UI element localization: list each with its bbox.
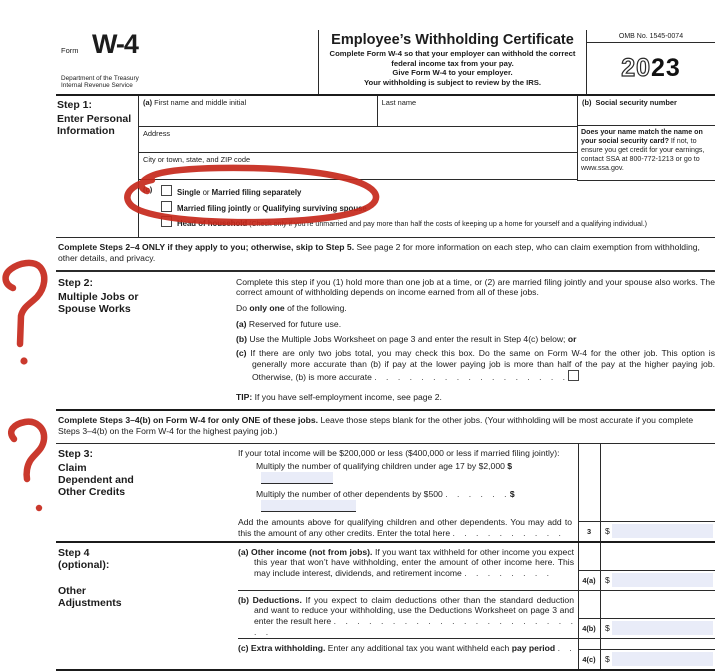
step4c-entry-box xyxy=(578,649,715,669)
step4a-amount-field[interactable] xyxy=(612,573,713,587)
step4a-text xyxy=(238,547,578,579)
last-name-field[interactable] xyxy=(377,96,577,126)
opt2-bold2: Qualifying surviving spouse xyxy=(262,203,367,213)
step3-total-line xyxy=(238,517,578,539)
step1-section xyxy=(56,96,715,238)
children-amount-field[interactable] xyxy=(261,472,333,484)
red-question-mark-1-dot xyxy=(20,357,27,364)
head-of-household-checkbox[interactable] xyxy=(161,216,172,227)
filing-status-option-married-jointly xyxy=(161,201,647,217)
item-a-text: Reserved for future use. xyxy=(246,318,342,329)
dept-line-1: Department of the Treasury xyxy=(61,74,139,82)
dependents-dollar: $ xyxy=(509,488,515,499)
omb-number: OMB No. 1545-0074 xyxy=(587,30,715,43)
form-sheet xyxy=(56,30,715,671)
entry-divider-line xyxy=(600,444,601,541)
step4a-row xyxy=(238,543,715,591)
step3-dependents-line xyxy=(256,489,578,512)
step3-body xyxy=(238,444,578,541)
step4b-dot-leader: . . . . . . . . . . . . . . . . . . . . . . . xyxy=(254,616,574,638)
total-dot-leader: . . . . . . . . . . xyxy=(452,527,562,538)
step4a-body: If you want tax withheld for other income you expect this year that won’t have withholding, enter the amount of other income here. This may include interest, dividends, and retirement income xyxy=(254,546,574,579)
city-state-zip-field[interactable] xyxy=(139,153,577,180)
item-c-text: If there are only two jobs total, you may check this box. Do the same on Form W-4 for the other job. This option is generally more accurate than (b) if pay at the lower paying job is more than half of the pay at the higher paying job. Otherwise, (b) is more accurate xyxy=(246,348,715,383)
step3-dollar-sign: $ xyxy=(605,526,610,537)
step1-title: Step 1: xyxy=(57,99,93,111)
form-number: W-4 xyxy=(91,29,138,59)
year-solid: 23 xyxy=(651,54,681,82)
step4b-entry-box xyxy=(578,618,715,638)
item-c-label: (c) xyxy=(236,348,247,359)
ssa-note-bold: Does your name match the name on your social security card? xyxy=(581,128,703,145)
step3-section xyxy=(56,444,715,543)
step3-children-line xyxy=(256,461,578,484)
year-outline: 20 xyxy=(621,54,651,82)
step4-section xyxy=(56,543,715,671)
step3-label xyxy=(56,444,238,541)
step4a-dot-leader: . . . . . . . . xyxy=(464,568,551,579)
ssn-prefix: (b) xyxy=(582,98,592,107)
red-question-mark-2-dot xyxy=(36,505,42,511)
step1-subtitle: Enter Personal Information xyxy=(57,113,132,137)
children-dollar: $ xyxy=(507,460,513,471)
item-c-dot-leader: . . . . . . . . . . . . . . . . . xyxy=(374,372,567,383)
step3-entry-column xyxy=(578,444,715,541)
step3-subtitle: Claim Dependent and Other Credits xyxy=(58,461,134,498)
address-field[interactable] xyxy=(139,127,577,153)
step4c-box-number: 4(c) xyxy=(582,654,596,664)
city-label: City or town, state, and ZIP code xyxy=(143,155,251,164)
step4-subtitle: Other Adjustments xyxy=(58,584,122,609)
entry-divider-line xyxy=(578,639,579,669)
step4c-body: Enter any additional tax you want withheld each xyxy=(325,642,512,653)
filing-status-prefix: (c) xyxy=(143,185,153,194)
entry-divider-line xyxy=(578,444,579,541)
step4b-dollar-sign: $ xyxy=(605,623,610,634)
two-jobs-checkbox[interactable] xyxy=(568,370,579,381)
first-name-prefix: (a) xyxy=(143,98,153,107)
step2-paragraph-1: Complete this step if you (1) hold more than one job at a time, or (2) are married filing jointly and your spouse also works. The correct amount of withholding depends on income earned from all of these jobs. xyxy=(236,276,715,298)
step4-label xyxy=(56,543,238,669)
item-a-label: (a) xyxy=(236,318,247,329)
opt1-bold2: Married filing separately xyxy=(211,188,302,197)
step4b-row xyxy=(238,591,715,639)
step4a-entry-column xyxy=(578,543,715,590)
step4c-text xyxy=(238,643,578,654)
last-name-label: Last name xyxy=(381,98,417,107)
do-post: of the following. xyxy=(284,303,347,314)
entry-divider-line xyxy=(578,591,579,638)
dependents-dot-leader: . . . . . . xyxy=(445,488,508,499)
entry-divider-line xyxy=(600,543,601,590)
steps-note-bold: Complete Steps 2–4 ONLY if they apply to you; otherwise, skip to Step 5. xyxy=(58,241,355,252)
opt3-bold: Head of household xyxy=(177,219,248,228)
tax-year xyxy=(587,43,715,94)
step4c-bold: Extra withholding. xyxy=(248,642,326,653)
opt2-bold1: Married filing jointly xyxy=(177,203,252,213)
ssn-field[interactable] xyxy=(578,96,715,126)
step2-title: Step 2: xyxy=(58,276,94,289)
step2-tip xyxy=(236,392,715,403)
ssa-note-rest: If not, to ensure you get credit for your earnings, contact SSA at 800-772-1213 or go to www.ssa.gov. xyxy=(581,137,705,172)
step2-do-only-one xyxy=(236,303,715,314)
ssn-label: Social security number xyxy=(595,98,677,107)
step4b-box-number: 4(b) xyxy=(582,623,596,633)
dept-line-2: Internal Revenue Service xyxy=(61,82,133,90)
do-bold: only one xyxy=(249,303,285,314)
opt3-note: (Check only if you’re unmarried and pay more than half the costs of keeping up a home for yourself and a qualifying individual.) xyxy=(247,220,648,228)
married-jointly-checkbox[interactable] xyxy=(161,201,172,212)
address-label: Address xyxy=(143,129,171,138)
do-pre: Do xyxy=(236,303,250,314)
step4b-text xyxy=(238,595,578,638)
step4c-dot-leader: . . xyxy=(557,642,573,653)
first-name-field[interactable] xyxy=(139,96,377,126)
form-word: Form xyxy=(61,46,79,55)
step4c-amount-field[interactable] xyxy=(612,652,713,666)
steps-2-4-note xyxy=(56,238,715,272)
steps-3-4b-note xyxy=(56,411,715,444)
step2-body xyxy=(236,272,715,409)
step4-title-2: (optional): xyxy=(58,558,110,571)
step4a-dollar-sign: $ xyxy=(605,575,610,586)
step4-title-1: Step 4 xyxy=(58,546,90,559)
dependents-text: Multiply the number of other dependents by $500 xyxy=(256,488,443,499)
omb-year-block xyxy=(586,30,715,94)
step3-entry-box xyxy=(578,521,715,541)
red-question-mark-1 xyxy=(6,263,45,344)
step3-intro: If your total income will be $200,000 or less ($400,000 or less if married filing jointly): xyxy=(238,447,560,458)
step2-section xyxy=(56,272,715,411)
step3-box-number: 3 xyxy=(586,526,592,536)
opt1-mid: or xyxy=(200,188,212,197)
step4b-amount-field[interactable] xyxy=(612,621,713,635)
step4b-label: (b) xyxy=(238,594,249,605)
form-header xyxy=(56,30,715,96)
step4a-bold: Other income (not from jobs). xyxy=(248,546,373,557)
form-title-block xyxy=(319,30,586,94)
step2-label xyxy=(56,272,236,409)
step3-title: Step 3: xyxy=(58,447,94,460)
form-subtitle-1: Complete Form W-4 so that your employer can withhold the correct federal income tax from your pay. xyxy=(329,49,576,68)
item-b-or: or xyxy=(567,333,577,344)
steps-note-rest: See page 2 for more information on each step, who can claim exemption from withholding, other details, and privacy. xyxy=(58,241,700,263)
step4c-row xyxy=(238,639,715,669)
step4c-bold-2: pay period xyxy=(511,642,556,653)
children-text: Multiply the number of qualifying children under age 17 by $2,000 xyxy=(256,460,505,471)
filing-status-group xyxy=(139,181,715,237)
step4b-bold: Deductions. xyxy=(248,594,302,605)
tip-text: If you have self-employment income, see page 2. xyxy=(252,391,442,402)
step3-amount-field[interactable] xyxy=(612,524,713,538)
step4a-label: (a) xyxy=(238,546,249,557)
step4b-entry-column xyxy=(578,591,715,638)
form-subtitle-2: Give Form W-4 to your employer. xyxy=(392,68,513,78)
item-b-label: (b) xyxy=(236,333,247,344)
step4c-entry-column xyxy=(578,639,715,669)
total-text: Add the amounts above for qualifying children and other dependents. You may add to this the amount of any other credits. Enter the total here xyxy=(238,516,572,538)
single-checkbox[interactable] xyxy=(161,185,172,196)
jobs-note-rest: Leave those steps blank for the other jobs. (Your withholding will be most accurate if you complete Steps 3–4(b) on the Form W-4 for the highest paying job.) xyxy=(58,414,694,436)
step1-label xyxy=(56,96,138,237)
entry-divider-line xyxy=(600,639,601,669)
step2-item-c xyxy=(236,348,715,382)
step2-item-b xyxy=(236,334,715,345)
step4c-label: (c) xyxy=(238,642,249,653)
first-name-label: First name and middle initial xyxy=(154,98,247,107)
step4a-entry-box xyxy=(578,570,715,590)
form-title: Employee’s Withholding Certificate xyxy=(331,32,574,48)
step4b-body: If you expect to claim deductions other than the standard deduction and want to reduce your withholding, use the Deductions Worksheet on page 3 and enter the result here xyxy=(254,594,574,627)
step1-fields xyxy=(138,96,715,237)
item-b-text: Use the Multiple Jobs Worksheet on page 3 and enter the result in Step 4(c) below; xyxy=(246,333,568,344)
opt2-mid: or xyxy=(251,203,263,213)
ssa-note xyxy=(578,126,715,181)
entry-divider-line xyxy=(578,543,579,590)
form-id-block xyxy=(56,30,319,94)
opt1-bold1: Single xyxy=(177,188,201,197)
filing-status-option-head-of-household xyxy=(161,216,647,232)
step2-subtitle: Multiple Jobs or Spouse Works xyxy=(58,290,139,315)
form-subtitle-3: Your withholding is subject to review by the IRS. xyxy=(363,77,542,87)
red-question-mark-2 xyxy=(11,422,44,479)
entry-divider-line xyxy=(600,591,601,638)
jobs-note-bold: Complete Steps 3–4(b) on Form W-4 for only ONE of these jobs. xyxy=(58,414,319,425)
step2-item-a xyxy=(236,319,715,330)
step4c-dollar-sign: $ xyxy=(605,654,610,665)
dependents-amount-field[interactable] xyxy=(261,500,356,512)
filing-status-option-single xyxy=(161,185,647,201)
step4a-box-number: 4(a) xyxy=(582,575,596,585)
tip-bold: TIP: xyxy=(236,391,253,402)
